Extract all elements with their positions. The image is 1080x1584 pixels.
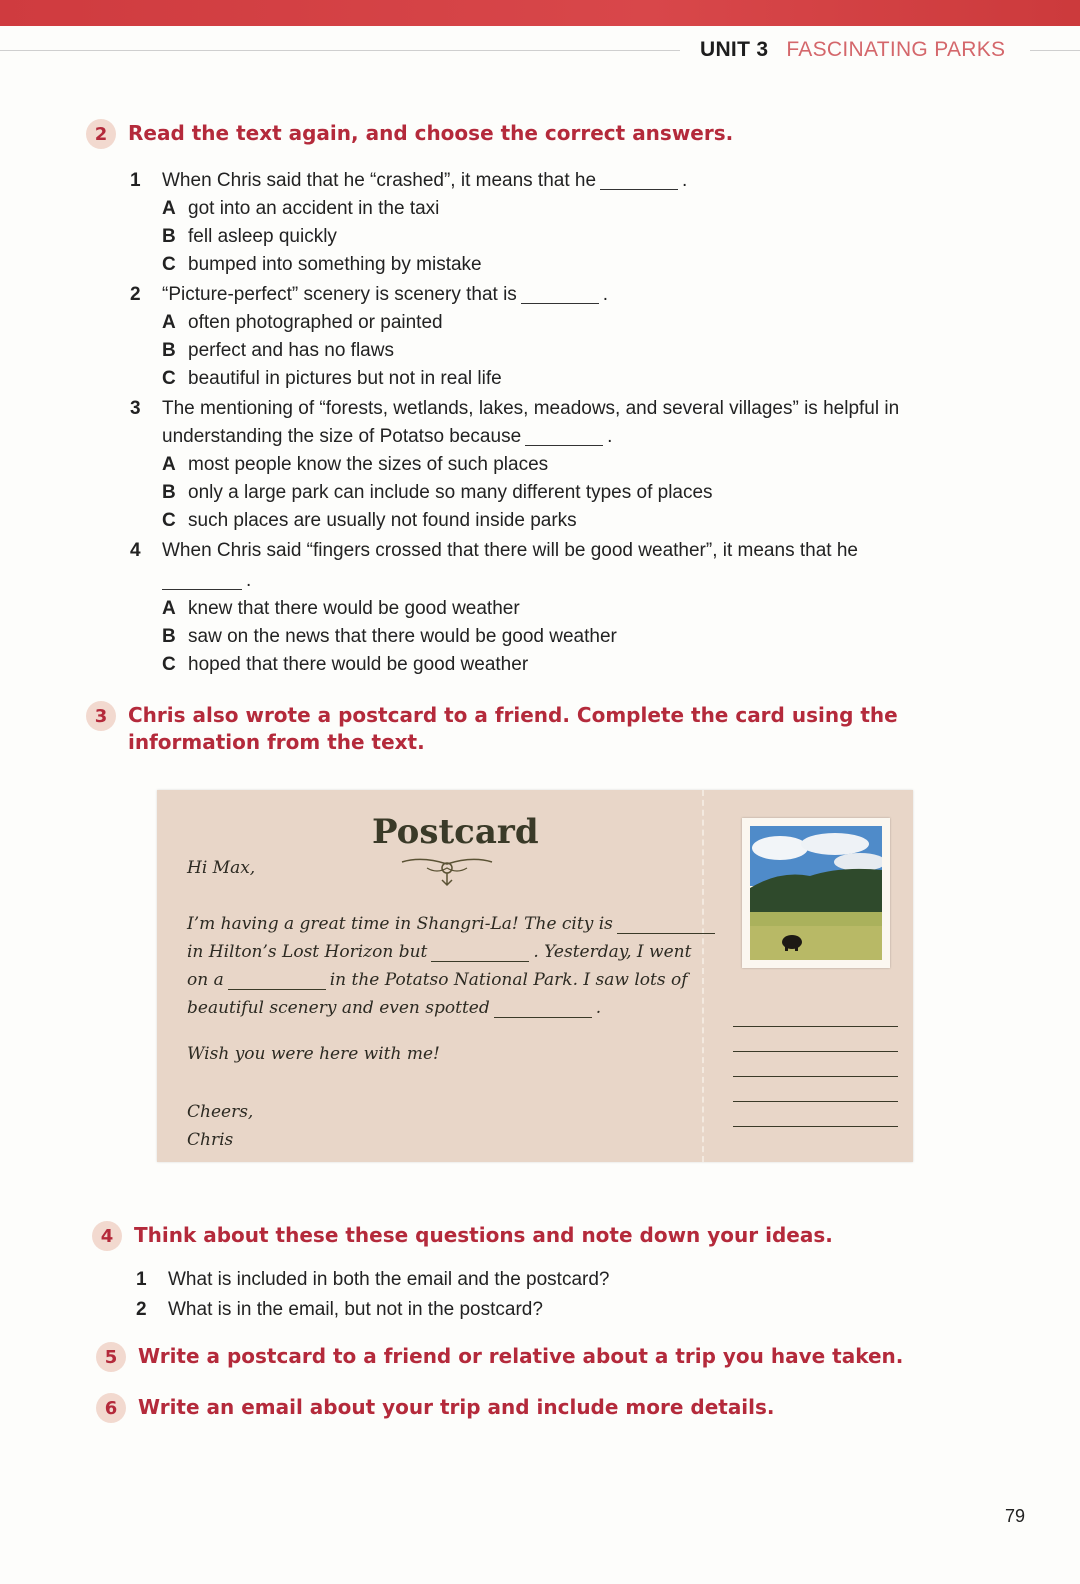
option-3b[interactable]	[130, 479, 980, 507]
landscape-stamp-image	[750, 826, 882, 960]
section-3-instruction-line2: information from the text.	[128, 730, 425, 754]
option-text: got into an accident in the taxi	[188, 198, 440, 219]
address-line[interactable]	[733, 1126, 898, 1127]
question-2	[130, 281, 980, 309]
unit-label: UNIT 3	[700, 38, 769, 61]
section-2-heading	[86, 120, 733, 149]
page-number: 79	[1005, 1506, 1026, 1526]
option-1a[interactable]	[130, 195, 980, 223]
postcard-line-1	[187, 914, 719, 934]
option-letter: A	[162, 198, 176, 219]
question-3	[130, 395, 980, 423]
postcard-line-4	[187, 998, 601, 1018]
option-text: perfect and has no flaws	[188, 340, 394, 361]
section-2-instruction: Read the text again, and choose the correct answers.	[128, 121, 734, 145]
address-line[interactable]	[733, 1101, 898, 1102]
answer-blank[interactable]	[162, 572, 242, 590]
question-text: When Chris said “fingers crossed that there will be good weather”, it means that he	[162, 540, 858, 561]
option-letter: C	[162, 368, 176, 389]
option-text: beautiful in pictures but not in real life	[188, 368, 502, 389]
section-number-badge: 6	[96, 1393, 126, 1423]
postcard-text: but	[398, 942, 428, 962]
header-rule	[0, 50, 680, 51]
postcard-divider	[702, 790, 704, 1162]
option-4b[interactable]	[130, 623, 980, 651]
postcard-text: I’m having a great time in Shangri-La! The city is	[187, 914, 613, 934]
question-text: understanding the size of Potatso because	[162, 426, 522, 447]
postcard-line-3	[187, 970, 688, 990]
option-letter: C	[162, 654, 176, 675]
question-punct: .	[607, 426, 613, 447]
think-question-1	[136, 1266, 936, 1294]
postcard-blank[interactable]	[494, 1002, 592, 1018]
postcard-closing: Cheers,	[187, 1102, 254, 1122]
section-5-heading	[96, 1343, 903, 1372]
postcard-line-2	[187, 942, 691, 962]
question-text: What is in the email, but not in the postcard?	[168, 1299, 543, 1320]
option-3c[interactable]	[130, 507, 980, 535]
question-number: 4	[130, 540, 141, 561]
option-letter: A	[162, 454, 176, 475]
postcard	[157, 790, 913, 1162]
postcard-blank[interactable]	[617, 918, 715, 934]
header-rule-end	[1030, 50, 1080, 51]
question-list	[130, 167, 980, 679]
postcard-greeting: Hi Max,	[187, 858, 256, 878]
option-3a[interactable]	[130, 451, 980, 479]
answer-blank[interactable]	[600, 172, 678, 190]
question-punct: .	[682, 170, 688, 191]
address-line[interactable]	[733, 1076, 898, 1077]
question-1	[130, 167, 980, 195]
section-4-heading	[92, 1222, 833, 1251]
section-3-instruction-line1: Chris also wrote a postcard to a friend. Complete the card using the	[128, 703, 898, 727]
unit-title: FASCINATING PARKS	[786, 38, 1006, 61]
think-question-list	[136, 1266, 936, 1324]
unit-header	[700, 38, 1005, 62]
section-6-instruction: Write an email about your trip and include more details.	[138, 1395, 775, 1419]
question-4-continued	[130, 567, 980, 595]
question-number: 2	[130, 284, 141, 305]
option-4c[interactable]	[130, 651, 980, 679]
question-punct: .	[246, 570, 252, 591]
option-1c[interactable]	[130, 251, 980, 279]
section-5-instruction: Write a postcard to a friend or relative about a trip you have taken.	[138, 1344, 904, 1368]
answer-blank[interactable]	[525, 428, 603, 446]
option-letter: B	[162, 482, 176, 503]
section-number-badge: 3	[86, 701, 116, 731]
postcard-text: beautiful scenery and even spotted	[187, 998, 490, 1018]
option-text: such places are usually not found inside parks	[188, 510, 577, 531]
option-text: fell asleep quickly	[188, 226, 337, 247]
option-2c[interactable]	[130, 365, 980, 393]
postcard-text: on a	[187, 970, 224, 990]
postcard-title: Postcard	[372, 812, 539, 852]
section-3-heading	[86, 702, 898, 756]
question-3-continued	[130, 423, 980, 451]
option-2b[interactable]	[130, 337, 980, 365]
section-number-badge: 4	[92, 1221, 122, 1251]
question-number: 3	[130, 398, 141, 419]
option-letter: B	[162, 626, 176, 647]
postcard-text: in Hilton’s	[187, 942, 277, 962]
option-4a[interactable]	[130, 595, 980, 623]
answer-blank[interactable]	[521, 286, 599, 304]
option-letter: B	[162, 340, 176, 361]
question-text: The mentioning of “forests, wetlands, lakes, meadows, and several villages” is helpful in	[162, 398, 900, 419]
question-punct: .	[602, 284, 609, 305]
postcard-signature: Chris	[187, 1130, 234, 1150]
book-title: Lost Horizon	[282, 942, 394, 962]
think-question-2	[136, 1296, 936, 1324]
option-text: only a large park can include so many different types of places	[188, 482, 713, 503]
option-text: often photographed or painted	[188, 312, 443, 333]
option-letter: A	[162, 312, 176, 333]
top-color-band	[0, 0, 1080, 26]
postcard-text: .	[595, 998, 602, 1018]
option-text: saw on the news that there would be good weather	[188, 626, 617, 647]
question-text: What is included in both the email and the postcard?	[168, 1269, 610, 1290]
section-6-heading	[96, 1394, 775, 1423]
option-1b[interactable]	[130, 223, 980, 251]
section-number-badge: 5	[96, 1342, 126, 1372]
postcard-text: . Yesterday, I went	[533, 942, 692, 962]
option-text: bumped into something by mistake	[188, 254, 482, 275]
question-number: 1	[130, 170, 141, 191]
option-letter: C	[162, 254, 176, 275]
option-letter: C	[162, 510, 176, 531]
option-letter: B	[162, 226, 176, 247]
question-4	[130, 537, 980, 565]
postcard-text: in the Potatso National Park. I saw lots of	[329, 970, 688, 990]
option-2a[interactable]	[130, 309, 980, 337]
question-number: 2	[136, 1299, 147, 1320]
postcard-blank[interactable]	[228, 974, 326, 990]
question-number: 1	[136, 1269, 147, 1290]
postage-stamp	[742, 818, 890, 968]
section-4-instruction: Think about these these questions and note down your ideas.	[134, 1223, 833, 1247]
option-text: knew that there would be good weather	[188, 598, 520, 619]
address-line[interactable]	[733, 1051, 898, 1052]
question-text: When Chris said that he “crashed”, it means that he	[162, 170, 597, 191]
option-text: hoped that there would be good weather	[188, 654, 529, 675]
section-number-badge: 2	[86, 119, 116, 149]
address-line[interactable]	[733, 1026, 898, 1027]
postcard-wish: Wish you were here with me!	[187, 1044, 440, 1064]
question-text: “Picture-perfect” scenery is scenery that is	[162, 284, 517, 305]
postcard-blank[interactable]	[431, 946, 529, 962]
option-text: most people know the sizes of such places	[188, 454, 549, 475]
ornament-icon	[397, 852, 497, 888]
option-letter: A	[162, 598, 176, 619]
